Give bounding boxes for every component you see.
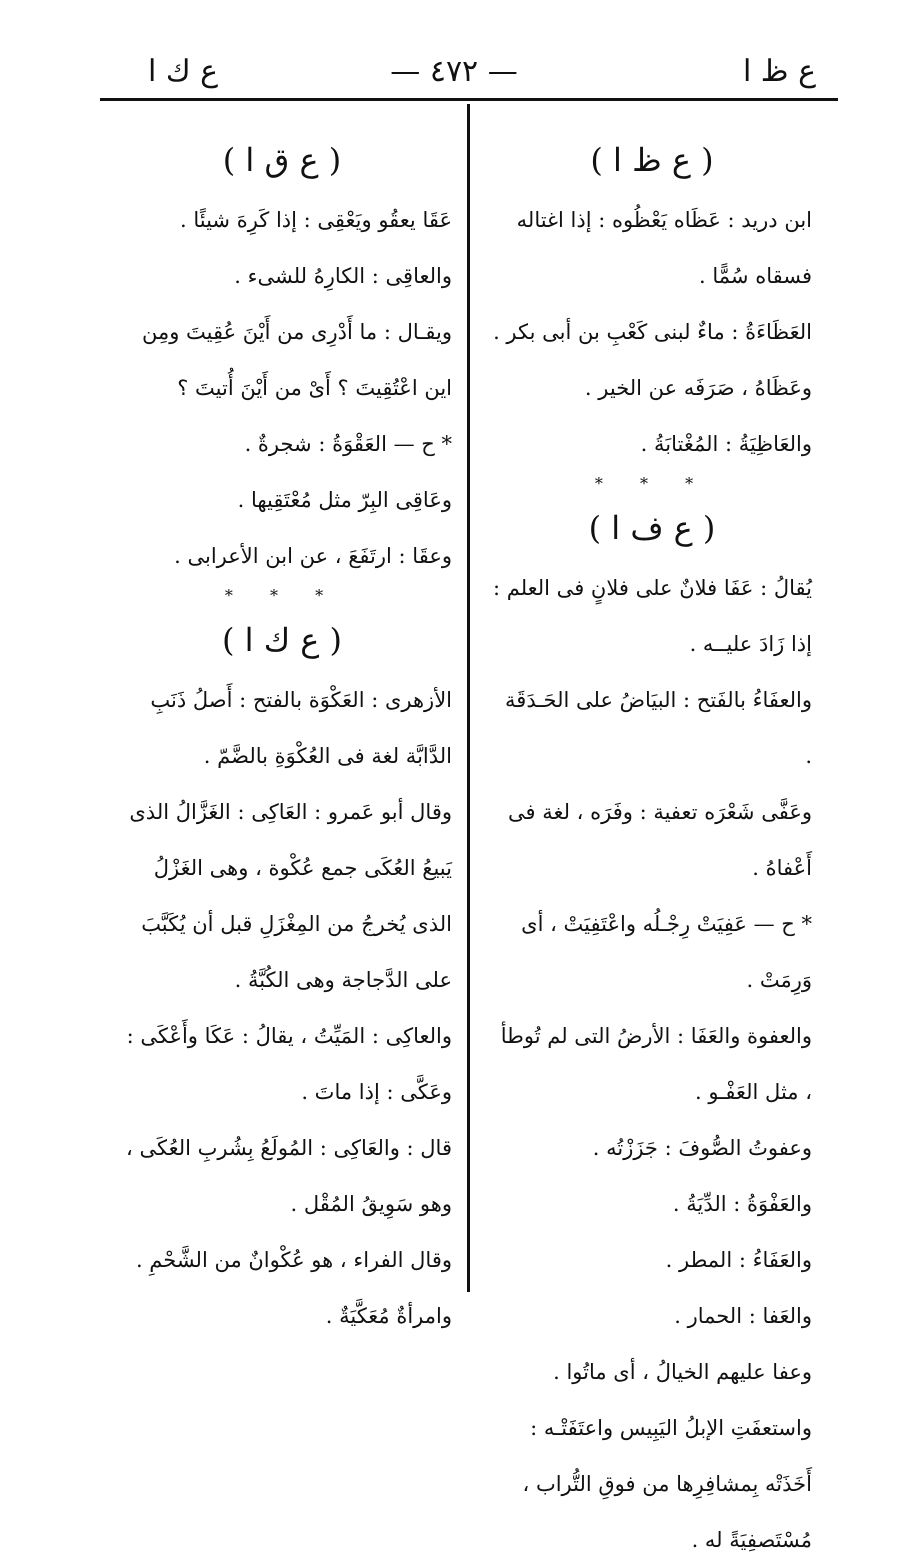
entry-line: ويقـال : ما أَدْرِى من أَيْنَ عُقِيتَ ومِن اين اعْتُقِيتَ ؟ أَىْ من أَيْنَ أُتيتَ ؟ — [141, 320, 452, 400]
left-column — [112, 128, 452, 1344]
entry-line: والعَفْوَةُ : الدِّيَةُ . — [672, 1192, 812, 1216]
entry-line: يُقالُ : عَفَا فلانٌ على فلانٍ فى العلم : إذا زَادَ عليــه . — [492, 576, 812, 656]
entry-line: والعاقِى : الكارِهُ للشىء . — [234, 264, 452, 288]
section-heading-eka: ( ع ك ا ) — [221, 621, 342, 659]
entry-line: الأزهرى : العَكْوَة بالفتح : أَصلُ ذَنَبِ الدَّابَّة لغة فى العُكْوَةِ بالضَّمّ . — [150, 688, 452, 768]
header-entry-right: ع ظ ا — [742, 54, 816, 89]
entry-line: وقال الفراء ، هو عُكْوانٌ من الشَّحْمِ . — [135, 1248, 452, 1272]
entry-line: والعَفَاءُ : المطر . — [665, 1248, 812, 1272]
section-heading-efa: ( ع ف ا ) — [588, 509, 716, 547]
section-separator: * * * — [224, 586, 340, 605]
section-heading-eqa: ( ع ق ا ) — [222, 141, 342, 179]
section-separator: * * * — [594, 474, 710, 493]
header-entry-left: ع ك ا — [148, 54, 219, 89]
page-number: — ٤٧٢ — — [390, 54, 518, 89]
entry-line: * ح — عَفِيَتْ رِجْـلُه واعْتَفِيَتْ ، أى وَرِمَتْ . — [521, 912, 812, 992]
header-rule — [100, 98, 838, 101]
entry-line: قال : والعَاكِى : المُولَعُ بِشُربِ العُكَى ، وهو سَوِيقُ المُقْل . — [126, 1136, 452, 1216]
entry-line: عَقَا يعقُو ويَعْقِى : إذا كَرِهَ شيئًا . — [180, 208, 452, 232]
entry-line: ابن دريد : عَظَاه يَعْظُوه : إذا اغتاله فسقاه سُمًّا . — [516, 208, 812, 288]
entry-line: وعَاقِى البِرّ مثل مُعْتَقِيها . — [237, 488, 452, 512]
entry-line: وعفوتُ الصُّوفَ : جَزَزْتُه . — [592, 1136, 812, 1160]
entry-line: وعقَا : ارتَفَعَ ، عن ابن الأعرابى . — [174, 544, 452, 568]
entry-line: وعفا عليهم الخيالُ ، أى ماتُوا . — [553, 1360, 812, 1384]
entry-line: * ح — العَقْوَةُ : شجرةٌ . — [244, 432, 452, 456]
entry-line: وامرأةٌ مُعَكَّيَةٌ . — [325, 1304, 452, 1328]
entry-line: وعَفَّى شَعْرَه تعفية : وفَرَه ، لغة فى أَعْفاهُ . — [508, 800, 812, 880]
section-heading-ezha: ( ع ظ ا ) — [590, 141, 714, 179]
entry-line: والعَفا : الحمار . — [674, 1304, 812, 1328]
entry-line: والعَاظِيَةُ : المُغْتابَةُ . — [640, 432, 812, 456]
column-divider — [467, 104, 470, 1292]
entry-line: العَظَاءَةُ : ماءٌ لبنى كَعْبِ بن أبى بكر . — [493, 320, 812, 344]
entry-line: والعفَاءُ بالفَتح : البيَاضُ على الحَـدَقَة . — [505, 688, 812, 768]
entry-line: وقال أبو عَمرو : العَاكِى : الغَزَّالُ الذى يَبيعُ العُكَى جمع عُكْوة ، وهى الغَزْلُ الذى يُخرجُ من المِغْزَلِ قبل أن يُكَبَّبَ على الدَّجاجة وهى الكُبَّةُ . — [129, 800, 452, 992]
right-column — [492, 128, 812, 1568]
entry-line: والعفوة والعَفَا : الأرضُ التى لم تُوطأ ، مثل العَفْـو . — [500, 1024, 812, 1104]
entry-line: والعاكِى : المَيِّتُ ، يقالُ : عَكَا وأَعْكَى : وعَكَّى : إذا ماتَ . — [126, 1024, 452, 1104]
entry-line: وعَظَاهُ ، صَرَفَه عن الخير . — [584, 376, 812, 400]
entry-line: واستعفَتِ الإبلُ اليَبِيس واعتَفَتْـه : أَخَذَتْه بِمشافِرِها من فوقِ التُّراب ، مُسْتَصفِيَةً له . — [522, 1416, 812, 1552]
